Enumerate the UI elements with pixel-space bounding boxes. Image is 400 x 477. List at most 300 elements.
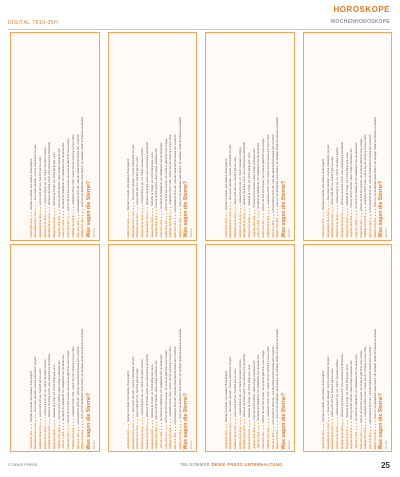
horoscope-text: Vertrauen Sie Ihrem Gefühl. Eine Entscheidung fällt leichter.: [340, 353, 344, 417]
horoscope-entry: [39, 248, 42, 450]
rating-icon: ♥♥: [145, 205, 149, 212]
zodiac-sign: Stier 21.4.-20.5.: [76, 220, 80, 238]
zodiac-sign: Steinbock 22.12.-20.1.: [38, 424, 42, 449]
rating-icon: ♥♥: [252, 420, 256, 426]
horoscope-text: Träumen ist erlaubt. Eine kreative Phase beginnt.: [322, 158, 326, 211]
zodiac-sign: Waage 24.9.-23.10.: [248, 216, 252, 238]
rating-icon: ♥♥♥: [345, 418, 349, 428]
panel-title: Was sagen die Sterne?: [280, 392, 287, 449]
horoscope-entry: [322, 248, 325, 450]
zodiac-sign: Fische 20.2.-20.3.: [224, 217, 228, 238]
horoscope-text: Kraft und Mut bestimmen diese Woche. Ein wichtiger Termin läuft besser als erwartet.: [373, 327, 377, 419]
zodiac-sign: Steinbock 22.12.-20.1.: [233, 424, 237, 449]
zodiac-sign: Steinbock 22.12.-20.1.: [136, 424, 140, 449]
rating-icon: ♥♥♥: [43, 415, 47, 425]
horoscope-text: Gönnen Sie sich eine Auszeit. Das Zuhause gibt Ihnen neue Energie.: [359, 349, 363, 423]
zodiac-sign: Waage 24.9.-23.10.: [248, 427, 252, 449]
zodiac-sign: Widder 21.3.-20.4.: [178, 217, 182, 238]
rating-icon: ♥♥♥: [373, 207, 377, 217]
horoscope-text: Sie stehen im Mittelpunkt. Ein Kompliment freut Sie besonders.: [354, 353, 358, 421]
rating-icon: ♥♥♥: [248, 206, 252, 216]
zodiac-sign: Steinbock 22.12.-20.1.: [233, 212, 237, 238]
rating-icon: ♥♥♥: [326, 412, 330, 422]
horoscope-text: Reiselust liegt in der Luft. Planen Sie etwas Schönes.: [43, 358, 47, 415]
horoscope-text: Sie stehen im Mittelpunkt. Ein Kompliment freut Sie besonders.: [257, 142, 261, 209]
rating-icon: ♥♥♥: [373, 419, 377, 429]
horoscope-text: Harmonie ist Trumpf. Ein Treffen bringt gute Laune.: [150, 363, 154, 418]
horoscope-panel: [303, 32, 393, 241]
zodiac-sign: Schütze 23.11.-21.12.: [43, 213, 47, 238]
horoscope-entry: [72, 36, 75, 238]
panel-tag: Woche: [189, 228, 193, 238]
horoscope-grid: [10, 32, 392, 452]
rating-icon: ♥♥♥: [71, 417, 75, 426]
rating-icon: ♥♥: [243, 205, 247, 212]
horoscope-entry: [174, 248, 177, 450]
horoscope-text: Ordnung schafft Klarheit. Kleine Erfolge summieren sich.: [155, 147, 159, 208]
horoscope-entry: [239, 248, 242, 450]
rating-icon: ♥♥♥: [257, 209, 261, 219]
zodiac-sign: Jungfrau 24.8.-23.9.: [350, 426, 354, 449]
zodiac-sign: Krebs 22.6.-22.7.: [164, 430, 168, 449]
rating-icon: ♥♥♥: [248, 418, 252, 428]
zodiac-sign: Widder 21.3.-20.4.: [276, 217, 280, 238]
horoscope-text: Ruhe bewahren lohnt sich. Eine alte Bekanntschaft meldet sich unverhofft.: [369, 133, 373, 213]
horoscope-text: Gespräche öffnen Türen. Nutzen Sie den Schwung für neue Pläne.: [364, 345, 368, 417]
horoscope-entry: [127, 248, 130, 450]
zodiac-sign: Widder 21.3.-20.4.: [178, 428, 182, 449]
horoscope-text: Neue Ideen sprudeln. Freunde unterstützen Sie gern.: [229, 355, 233, 412]
panel-tag: Woche: [91, 439, 96, 449]
zodiac-sign: Jungfrau 24.8.-23.9.: [252, 426, 256, 449]
horoscope-entry: [355, 248, 358, 450]
rating-icon: ♥♥♥: [326, 200, 330, 210]
horoscope-entry: [355, 36, 358, 238]
zodiac-sign: Widder 21.3.-20.4.: [81, 217, 85, 238]
horoscope-text: Träumen ist erlaubt. Eine kreative Phase beginnt.: [322, 369, 326, 422]
zodiac-sign: Krebs 22.6.-22.7.: [67, 218, 71, 238]
rating-icon: ♥♥: [359, 423, 363, 430]
zodiac-sign: Schütze 23.11.-21.12.: [141, 425, 145, 449]
horoscope-entry: [141, 248, 144, 450]
panel-header: [182, 248, 193, 450]
zodiac-sign: Skorpion 24.10.-22.11.: [48, 424, 52, 449]
horoscope-entry: [267, 248, 270, 450]
horoscope-entry: [136, 248, 139, 450]
rating-icon: ♥♥: [262, 423, 266, 430]
rating-icon: ♥♥: [48, 417, 52, 424]
rating-icon: ♥♥♥: [178, 207, 182, 217]
rating-icon: ♥♥: [136, 205, 140, 212]
rating-icon: ♥♥: [350, 208, 354, 215]
zodiac-sign: Schütze 23.11.-21.12.: [43, 425, 47, 449]
horoscope-column: [10, 32, 100, 452]
rating-icon: ♥♥: [369, 424, 373, 431]
zodiac-sign: Schütze 23.11.-21.12.: [336, 425, 340, 449]
zodiac-sign: Löwe 23.7.-23.8.: [354, 219, 358, 238]
zodiac-sign: Jungfrau 24.8.-23.9.: [57, 426, 61, 449]
horoscope-text: Kraft und Mut bestimmen diese Woche. Ein wichtiger Termin läuft besser als erwartet.: [276, 327, 280, 419]
horoscope-entry: [165, 248, 168, 450]
brand-highlight: DEIKE PRESS UNTERHALTUNG: [211, 462, 283, 467]
rating-icon: ♥♥: [155, 420, 159, 426]
horoscope-entry: [225, 36, 228, 238]
zodiac-sign: Stier 21.4.-20.5.: [76, 431, 80, 449]
zodiac-sign: Wassermann 21.1.-19.2.: [326, 210, 330, 238]
horoscope-entry: [253, 36, 256, 238]
panel-header: [377, 248, 388, 450]
zodiac-sign: Wassermann 21.1.-19.2.: [131, 422, 135, 449]
horoscope-entry: [248, 248, 251, 450]
horoscope-text: Ordnung schafft Klarheit. Kleine Erfolge summieren sich.: [57, 359, 61, 420]
horoscope-entry: [165, 36, 168, 238]
horoscope-text: Neue Ideen sprudeln. Freunde unterstützen Sie gern.: [326, 355, 330, 412]
panel-title: Was sagen die Sterne?: [378, 392, 384, 449]
zodiac-sign: Zwillinge 21.5.-21.6.: [169, 426, 173, 449]
horoscope-panel: [10, 32, 100, 241]
horoscope-text: Gespräche öffnen Türen. Nutzen Sie den Schwung für neue Pläne.: [169, 345, 173, 417]
horoscope-entry: [331, 248, 334, 450]
horoscope-entry: [327, 248, 330, 450]
horoscope-text: Vertrauen Sie Ihrem Gefühl. Eine Entscheidung fällt leichter.: [340, 141, 344, 206]
zodiac-sign: Löwe 23.7.-23.8.: [257, 430, 261, 449]
zodiac-sign: Zwillinge 21.5.-21.6.: [71, 215, 75, 238]
brand-prefix: 765 SOMMER: [180, 462, 210, 467]
zodiac-sign: Stier 21.4.-20.5.: [369, 431, 373, 449]
rating-icon: ♥♥: [262, 211, 266, 218]
rating-icon: ♥♥: [57, 420, 61, 426]
zodiac-sign: Löwe 23.7.-23.8.: [159, 430, 163, 449]
rating-icon: ♥♥: [38, 205, 42, 212]
rating-icon: ♥♥♥: [53, 206, 57, 216]
horoscope-entry: [234, 36, 237, 238]
rating-icon: ♥♥: [322, 422, 326, 429]
horoscope-text: Geduld zahlt sich aus. Beruflich geht es voran.: [331, 155, 335, 206]
horoscope-entry: [146, 36, 149, 238]
rating-icon: ♥♥: [233, 417, 237, 424]
rating-icon: ♥♥: [76, 424, 80, 431]
horoscope-text: Vertrauen Sie Ihrem Gefühl. Eine Entscheidung fällt leichter.: [145, 141, 149, 206]
rating-icon: ♥♥♥: [159, 209, 163, 219]
horoscope-entry: [146, 248, 149, 450]
rating-icon: ♥♥♥: [276, 207, 280, 217]
horoscope-panel: [303, 244, 393, 453]
rating-icon: ♥♥: [67, 211, 71, 218]
horoscope-text: Kraft und Mut bestimmen diese Woche. Ein wichtiger Termin läuft besser als erwartet.: [276, 116, 280, 207]
rating-icon: ♥♥: [243, 417, 247, 424]
panel-title: Was sagen die Sterne?: [183, 392, 189, 449]
horoscope-text: Kraft und Mut bestimmen diese Woche. Ein wichtiger Termin läuft besser als erwartet.: [81, 327, 85, 419]
horoscope-text: Vertrauen Sie Ihrem Gefühl. Eine Entscheidung fällt leichter.: [48, 141, 52, 206]
zodiac-sign: Jungfrau 24.8.-23.9.: [57, 215, 61, 238]
rating-icon: ♥♥: [174, 213, 178, 220]
panel-body: [14, 248, 85, 450]
horoscope-text: Geduld zahlt sich aus. Beruflich geht es voran.: [38, 155, 42, 206]
zodiac-sign: Waage 24.9.-23.10.: [150, 216, 154, 238]
rating-icon: ♥♥♥: [178, 419, 182, 429]
rating-icon: ♥♥♥: [345, 206, 349, 216]
horoscope-text: Ordnung schafft Klarheit. Kleine Erfolge summieren sich.: [252, 147, 256, 208]
rating-icon: ♥♥: [331, 205, 335, 212]
horoscope-entry: [360, 36, 363, 238]
horoscope-entry: [151, 248, 154, 450]
horoscope-entry: [58, 248, 61, 450]
horoscope-text: Vertrauen Sie Ihrem Gefühl. Eine Entscheidung fällt leichter.: [243, 141, 247, 206]
horoscope-entry: [169, 36, 172, 238]
zodiac-sign: Skorpion 24.10.-22.11.: [145, 424, 149, 449]
panel-header: [85, 36, 96, 238]
rating-icon: ♥♥: [233, 205, 237, 212]
zodiac-sign: Waage 24.9.-23.10.: [345, 427, 349, 449]
rating-icon: ♥♥♥: [43, 204, 47, 214]
horoscope-entry: [350, 36, 353, 238]
horoscope-entry: [234, 248, 237, 450]
horoscope-text: Neue Ideen sprudeln. Freunde unterstützen Sie gern.: [34, 355, 38, 412]
horoscope-entry: [160, 248, 163, 450]
horoscope-text: Träumen ist erlaubt. Eine kreative Phase beginnt.: [29, 369, 33, 422]
horoscope-entry: [350, 248, 353, 450]
horoscope-text: Sie stehen im Mittelpunkt. Ein Kompliment freut Sie besonders.: [159, 353, 163, 421]
horoscope-entry: [272, 248, 275, 450]
horoscope-text: Sie stehen im Mittelpunkt. Ein Kompliment freut Sie besonders.: [62, 142, 66, 209]
horoscope-entry: [160, 36, 163, 238]
horoscope-text: Reiselust liegt in der Luft. Planen Sie etwas Schönes.: [43, 146, 47, 204]
panel-tag: Woche: [91, 228, 96, 238]
horoscope-text: Träumen ist erlaubt. Eine kreative Phase beginnt.: [29, 158, 33, 211]
zodiac-sign: Schütze 23.11.-21.12.: [336, 213, 340, 238]
zodiac-sign: Krebs 22.6.-22.7.: [262, 430, 266, 449]
horoscope-text: Ruhe bewahren lohnt sich. Eine alte Bekanntschaft meldet sich unverhofft.: [174, 345, 178, 425]
horoscope-text: Reiselust liegt in der Luft. Planen Sie etwas Schönes.: [336, 146, 340, 204]
zodiac-sign: Widder 21.3.-20.4.: [373, 217, 377, 238]
panel-body: [209, 248, 280, 450]
zodiac-sign: Schütze 23.11.-21.12.: [238, 213, 242, 238]
rating-icon: ♥♥♥: [141, 204, 145, 214]
horoscope-text: Gönnen Sie sich eine Auszeit. Das Zuhause gibt Ihnen neue Energie.: [262, 349, 266, 423]
zodiac-sign: Widder 21.3.-20.4.: [276, 428, 280, 449]
horoscope-column: [108, 32, 198, 452]
horoscope-text: Sie stehen im Mittelpunkt. Ein Kompliment freut Sie besonders.: [62, 353, 66, 421]
horoscope-entry: [272, 36, 275, 238]
rating-icon: ♥♥: [145, 417, 149, 424]
horoscope-text: Geduld zahlt sich aus. Beruflich geht es voran.: [136, 367, 140, 417]
rating-icon: ♥♥♥: [229, 200, 233, 210]
rating-icon: ♥♥: [331, 417, 335, 424]
rating-icon: ♥♥♥: [238, 415, 242, 425]
zodiac-sign: Schütze 23.11.-21.12.: [141, 213, 145, 238]
horoscope-text: Neue Ideen sprudeln. Freunde unterstützen Sie gern.: [326, 143, 330, 201]
panel-title: Was sagen die Sterne?: [378, 180, 384, 238]
zodiac-sign: Löwe 23.7.-23.8.: [159, 219, 163, 238]
zodiac-sign: Zwillinge 21.5.-21.6.: [71, 426, 75, 449]
horoscope-entry: [34, 36, 37, 238]
horoscope-text: Sie stehen im Mittelpunkt. Ein Kompliment freut Sie besonders.: [159, 142, 163, 209]
horoscope-entry: [39, 36, 42, 238]
zodiac-sign: Skorpion 24.10.-22.11.: [340, 424, 344, 449]
horoscope-entry: [257, 248, 260, 450]
horoscope-text: Ruhe bewahren lohnt sich. Eine alte Bekanntschaft meldet sich unverhofft.: [76, 133, 80, 213]
zodiac-sign: Fische 20.2.-20.3.: [127, 429, 131, 449]
horoscope-entry: [151, 36, 154, 238]
horoscope-entry: [141, 36, 144, 238]
rating-icon: ♥♥: [164, 211, 168, 218]
panel-tag: Woche: [384, 439, 388, 449]
panel-body: [307, 248, 378, 450]
panel-tag: Woche: [384, 228, 388, 238]
horoscope-entry: [225, 248, 228, 450]
horoscope-text: Ruhe bewahren lohnt sich. Eine alte Bekanntschaft meldet sich unverhofft.: [76, 345, 80, 425]
horoscope-entry: [243, 36, 246, 238]
horoscope-entry: [243, 248, 246, 450]
horoscope-text: Sie stehen im Mittelpunkt. Ein Kompliment freut Sie besonders.: [257, 353, 261, 421]
rating-icon: ♥♥♥: [150, 206, 154, 216]
horoscope-text: Reiselust liegt in der Luft. Planen Sie etwas Schönes.: [238, 358, 242, 415]
horoscope-text: Ordnung schafft Klarheit. Kleine Erfolge summieren sich.: [252, 359, 256, 420]
zodiac-sign: Fische 20.2.-20.3.: [322, 429, 326, 449]
zodiac-sign: Skorpion 24.10.-22.11.: [243, 212, 247, 238]
rating-icon: ♥♥: [322, 211, 326, 218]
horoscope-text: Harmonie ist Trumpf. Ein Treffen bringt gute Laune.: [345, 363, 349, 418]
horoscope-entry: [48, 36, 51, 238]
panel-title: Was sagen die Sterne?: [183, 180, 189, 238]
zodiac-sign: Jungfrau 24.8.-23.9.: [350, 215, 354, 238]
rating-icon: ♥♥♥: [257, 421, 261, 431]
zodiac-sign: Löwe 23.7.-23.8.: [354, 430, 358, 449]
rating-icon: ♥♥♥: [34, 412, 38, 422]
horoscope-text: Träumen ist erlaubt. Eine kreative Phase beginnt.: [127, 158, 131, 211]
rating-icon: ♥♥♥: [336, 204, 340, 214]
horoscope-entry: [346, 36, 349, 238]
rating-icon: ♥♥: [271, 424, 275, 431]
horoscope-text: Ordnung schafft Klarheit. Kleine Erfolge summieren sich.: [350, 147, 354, 208]
panel-header: [280, 36, 291, 238]
horoscope-entry: [341, 248, 344, 450]
horoscope-entry: [62, 36, 65, 238]
rating-icon: ♥♥: [29, 422, 33, 429]
horoscope-text: Träumen ist erlaubt. Eine kreative Phase beginnt.: [224, 369, 228, 422]
rating-icon: ♥♥♥: [169, 205, 173, 215]
horoscope-entry: [30, 248, 33, 450]
panel-header: [377, 36, 388, 238]
panel-header: [280, 248, 291, 450]
horoscope-entry: [34, 248, 37, 450]
rating-icon: ♥♥: [29, 211, 33, 218]
horoscope-text: Gespräche öffnen Türen. Nutzen Sie den Schwung für neue Pläne.: [71, 345, 75, 417]
rating-icon: ♥♥♥: [131, 200, 135, 210]
horoscope-entry: [169, 248, 172, 450]
zodiac-sign: Skorpion 24.10.-22.11.: [145, 212, 149, 238]
panel-body: [112, 248, 183, 450]
rating-icon: ♥♥: [224, 422, 228, 429]
rating-icon: ♥♥: [76, 213, 80, 220]
horoscope-text: Kraft und Mut bestimmen diese Woche. Ein wichtiger Termin läuft besser als erwartet.: [81, 116, 85, 207]
zodiac-sign: Waage 24.9.-23.10.: [345, 216, 349, 238]
horoscope-entry: [77, 248, 80, 450]
zodiac-sign: Zwillinge 21.5.-21.6.: [364, 215, 368, 238]
horoscope-entry: [248, 36, 251, 238]
horoscope-entry: [44, 36, 47, 238]
zodiac-sign: Löwe 23.7.-23.8.: [257, 219, 261, 238]
rating-icon: ♥♥♥: [354, 421, 358, 431]
horoscope-panel: [205, 32, 295, 241]
horoscope-text: Gespräche öffnen Türen. Nutzen Sie den Schwung für neue Pläne.: [364, 133, 368, 205]
horoscope-text: Ordnung schafft Klarheit. Kleine Erfolge summieren sich.: [57, 147, 61, 208]
horoscope-entry: [53, 248, 56, 450]
horoscope-entry: [257, 36, 260, 238]
rating-icon: ♥♥: [136, 417, 140, 424]
horoscope-entry: [336, 36, 339, 238]
zodiac-sign: Krebs 22.6.-22.7.: [359, 218, 363, 238]
horoscope-text: Gespräche öffnen Türen. Nutzen Sie den Schwung für neue Pläne.: [266, 345, 270, 417]
rating-icon: ♥♥♥: [266, 417, 270, 426]
horoscope-text: Gönnen Sie sich eine Auszeit. Das Zuhause gibt Ihnen neue Energie.: [262, 137, 266, 212]
rating-icon: ♥♥: [340, 417, 344, 424]
panel-header: [182, 36, 193, 238]
horoscope-entry: [364, 248, 367, 450]
horoscope-text: Harmonie ist Trumpf. Ein Treffen bringt gute Laune.: [345, 151, 349, 207]
horoscope-entry: [136, 36, 139, 238]
zodiac-sign: Jungfrau 24.8.-23.9.: [155, 426, 159, 449]
horoscope-entry: [369, 248, 372, 450]
zodiac-sign: Skorpion 24.10.-22.11.: [243, 424, 247, 449]
horoscope-text: Ruhe bewahren lohnt sich. Eine alte Bekanntschaft meldet sich unverhofft.: [174, 133, 178, 213]
horoscope-text: Neue Ideen sprudeln. Freunde unterstützen Sie gern.: [229, 143, 233, 201]
zodiac-sign: Steinbock 22.12.-20.1.: [38, 212, 42, 238]
horoscope-entry: [77, 36, 80, 238]
horoscope-entry: [132, 248, 135, 450]
horoscope-text: Kraft und Mut bestimmen diese Woche. Ein wichtiger Termin läuft besser als erwartet.: [178, 116, 182, 207]
horoscope-panel: [108, 244, 198, 453]
horoscope-panel: [10, 244, 100, 453]
rating-icon: ♥♥♥: [131, 412, 135, 422]
rating-icon: ♥♥♥: [62, 209, 66, 219]
horoscope-text: Harmonie ist Trumpf. Ein Treffen bringt gute Laune.: [53, 151, 57, 207]
zodiac-sign: Stier 21.4.-20.5.: [271, 220, 275, 238]
panel-title: Was sagen die Sterne?: [85, 392, 92, 449]
horoscope-entry: [53, 36, 56, 238]
rating-icon: ♥♥: [271, 213, 275, 220]
zodiac-sign: Fische 20.2.-20.3.: [29, 217, 33, 238]
rating-icon: ♥♥: [224, 211, 228, 218]
page-title: HOROSKOPE: [333, 5, 390, 14]
horoscope-text: Ruhe bewahren lohnt sich. Eine alte Bekanntschaft meldet sich unverhofft.: [369, 345, 373, 425]
horoscope-text: Reiselust liegt in der Luft. Planen Sie etwas Schönes.: [238, 146, 242, 204]
horoscope-entry: [331, 36, 334, 238]
rating-icon: ♥♥: [164, 423, 168, 430]
zodiac-sign: Skorpion 24.10.-22.11.: [340, 212, 344, 238]
zodiac-sign: Schütze 23.11.-21.12.: [238, 425, 242, 449]
zodiac-sign: Steinbock 22.12.-20.1.: [136, 212, 140, 238]
horoscope-text: Vertrauen Sie Ihrem Gefühl. Eine Entscheidung fällt leichter.: [48, 353, 52, 417]
horoscope-entry: [327, 36, 330, 238]
horoscope-text: Gönnen Sie sich eine Auszeit. Das Zuhause gibt Ihnen neue Energie.: [164, 137, 168, 212]
rating-icon: ♥♥♥: [81, 207, 85, 217]
horoscope-text: Gönnen Sie sich eine Auszeit. Das Zuhause gibt Ihnen neue Energie.: [67, 349, 71, 423]
horoscope-text: Gönnen Sie sich eine Auszeit. Das Zuhause gibt Ihnen neue Energie.: [164, 349, 168, 423]
horoscope-entry: [30, 36, 33, 238]
zodiac-sign: Waage 24.9.-23.10.: [53, 427, 57, 449]
horoscope-entry: [369, 36, 372, 238]
horoscope-entry: [62, 248, 65, 450]
panel-tag: Woche: [189, 439, 193, 449]
brand-line: [180, 462, 283, 467]
panel-body: [14, 36, 85, 238]
rating-icon: ♥♥: [48, 205, 52, 212]
rating-icon: ♥♥: [359, 211, 363, 218]
horoscope-entry: [44, 248, 47, 450]
zodiac-sign: Zwillinge 21.5.-21.6.: [266, 215, 270, 238]
zodiac-sign: Fische 20.2.-20.3.: [224, 429, 228, 449]
